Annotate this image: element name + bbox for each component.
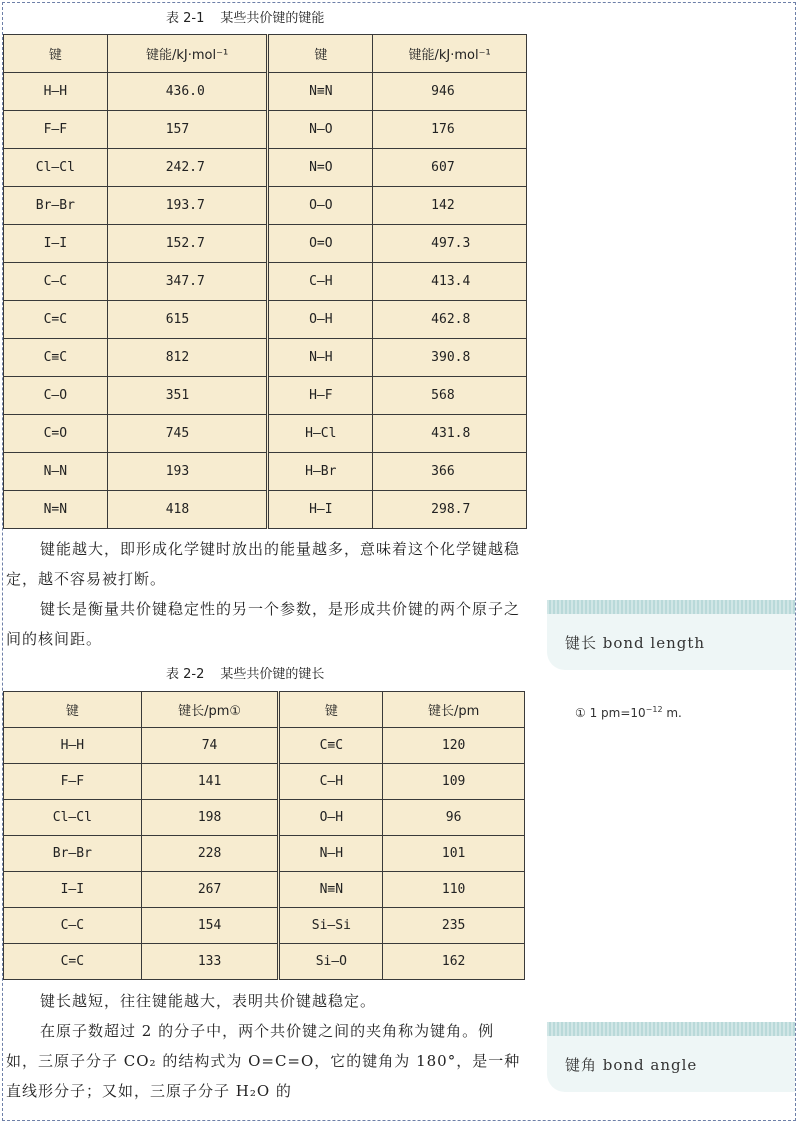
bond-cell: C=O (4, 415, 108, 453)
bond-cell: H—Br (268, 453, 373, 491)
value-cell: 366 (373, 453, 527, 491)
table-row (4, 149, 527, 187)
sidebar-term-bond-angle (547, 1022, 795, 1092)
value-cell: 347.7 (107, 263, 268, 301)
value-cell: 946 (373, 73, 527, 111)
table-row (4, 836, 525, 872)
footnote-exponent: −12 (645, 705, 663, 714)
table-row (4, 339, 527, 377)
value-cell: 141 (141, 764, 279, 800)
value-cell: 413.4 (373, 263, 527, 301)
value-cell: 193.7 (107, 187, 268, 225)
bond-cell: H—I (268, 491, 373, 529)
table2-caption-title: 某些共价键的键长 (220, 667, 325, 682)
table-row (4, 453, 527, 491)
value-cell: 298.7 (373, 491, 527, 529)
value-cell: 152.7 (107, 225, 268, 263)
table1-caption-title: 某些共价键的键能 (220, 11, 325, 26)
bond-length-table (3, 691, 525, 980)
table-row (4, 908, 525, 944)
bond-cell: C—C (4, 263, 108, 301)
bond-cell: N—H (268, 339, 373, 377)
bond-cell: Br—Br (4, 836, 142, 872)
footnote-pm (575, 705, 682, 720)
value-cell: 133 (141, 944, 279, 980)
bond-cell: C—H (279, 764, 383, 800)
table-row (4, 764, 525, 800)
paragraph-bond-angle (6, 986, 526, 1106)
table-row (4, 944, 525, 980)
value-cell: 96 (383, 800, 525, 836)
value-cell: 242.7 (107, 149, 268, 187)
table-row (4, 728, 525, 764)
table-row (4, 301, 527, 339)
table2-caption-number: 表 2-2 (166, 667, 205, 682)
bond-cell: H—Cl (268, 415, 373, 453)
value-cell: 110 (383, 872, 525, 908)
bond-cell: C—C (4, 908, 142, 944)
header-bond-energy: 键能/kJ·mol⁻¹ (373, 35, 527, 73)
table-row (4, 415, 527, 453)
table1-caption (166, 7, 324, 26)
value-cell: 193 (107, 453, 268, 491)
header-bond-length: 键长/pm (383, 692, 525, 728)
header-bond-energy: 键能/kJ·mol⁻¹ (107, 35, 268, 73)
bond-cell: C≡C (4, 339, 108, 377)
paragraph-text: 键长是衡量共价键稳定性的另一个参数，是形成共价键的两个原子之间的核间距。 (6, 600, 521, 648)
bond-cell: Cl—Cl (4, 149, 108, 187)
value-cell: 74 (141, 728, 279, 764)
bond-cell: N=N (4, 491, 108, 529)
value-cell: 390.8 (373, 339, 527, 377)
table-row (4, 800, 525, 836)
bond-cell: I—I (4, 225, 108, 263)
bond-cell: F—F (4, 764, 142, 800)
bond-cell: N—O (268, 111, 373, 149)
value-cell: 154 (141, 908, 279, 944)
bond-cell: C≡C (279, 728, 383, 764)
bond-cell: F—F (4, 111, 108, 149)
bond-cell: C—H (268, 263, 373, 301)
bond-energy-table (3, 34, 527, 529)
paragraph-text: 在原子数超过 2 的分子中，两个共价键之间的夹角称为键角。例如，三原子分子 CO₂ 的结构式为 O=C=O，它的键角为 180°，是一种直线形分子；又如，三原子分子 H₂O 的 (6, 1022, 521, 1100)
header-bond: 键 (4, 692, 142, 728)
bond-cell: O—H (279, 800, 383, 836)
table-row (4, 73, 527, 111)
value-cell: 120 (383, 728, 525, 764)
header-bond: 键 (268, 35, 373, 73)
value-cell: 351 (107, 377, 268, 415)
value-cell: 176 (373, 111, 527, 149)
value-cell: 436.0 (107, 73, 268, 111)
value-cell: 109 (383, 764, 525, 800)
bond-cell: Si—O (279, 944, 383, 980)
header-bond: 键 (4, 35, 108, 73)
bond-cell: C=C (4, 944, 142, 980)
bond-cell: H—H (4, 728, 142, 764)
value-cell: 142 (373, 187, 527, 225)
table-row (4, 225, 527, 263)
bond-cell: O—O (268, 187, 373, 225)
sidebar-term-label: 键角 bond angle (565, 1056, 698, 1074)
table2-caption (166, 663, 324, 682)
bond-cell: I—I (4, 872, 142, 908)
table-header-row (4, 35, 527, 73)
table-row (4, 872, 525, 908)
value-cell: 228 (141, 836, 279, 872)
bond-cell: N—H (279, 836, 383, 872)
bond-cell: N≡N (279, 872, 383, 908)
value-cell: 267 (141, 872, 279, 908)
bond-cell: N—N (4, 453, 108, 491)
paragraph-text: 键长越短，往往键能越大，表明共价键越稳定。 (40, 992, 377, 1010)
bond-cell: Br—Br (4, 187, 108, 225)
value-cell: 568 (373, 377, 527, 415)
value-cell: 812 (107, 339, 268, 377)
bond-cell: Cl—Cl (4, 800, 142, 836)
table-row (4, 111, 527, 149)
value-cell: 235 (383, 908, 525, 944)
value-cell: 162 (383, 944, 525, 980)
bond-cell: C=C (4, 301, 108, 339)
header-bond-length: 键长/pm① (141, 692, 279, 728)
sidebar-term-label: 键长 bond length (565, 634, 706, 652)
bond-cell: H—F (268, 377, 373, 415)
table-row (4, 491, 527, 529)
table-row (4, 187, 527, 225)
table1-caption-number: 表 2-1 (166, 11, 205, 26)
bond-cell: H—H (4, 73, 108, 111)
value-cell: 418 (107, 491, 268, 529)
value-cell: 607 (373, 149, 527, 187)
value-cell: 462.8 (373, 301, 527, 339)
bond-cell: Si—Si (279, 908, 383, 944)
value-cell: 745 (107, 415, 268, 453)
paragraph-text: 键能越大，即形成化学键时放出的能量越多，意味着这个化学键越稳定，越不容易被打断。 (6, 540, 521, 588)
bond-cell: N=O (268, 149, 373, 187)
value-cell: 101 (383, 836, 525, 872)
sidebar-term-bond-length (547, 600, 795, 670)
table-row (4, 263, 527, 301)
bond-cell: O=O (268, 225, 373, 263)
value-cell: 157 (107, 111, 268, 149)
value-cell: 431.8 (373, 415, 527, 453)
value-cell: 497.3 (373, 225, 527, 263)
paragraph-bond-energy (6, 534, 526, 654)
header-bond: 键 (279, 692, 383, 728)
table-header-row (4, 692, 525, 728)
footnote-prefix: ① 1 pm=10 (575, 706, 646, 720)
footnote-suffix: m. (662, 706, 682, 720)
value-cell: 615 (107, 301, 268, 339)
bond-cell: C—O (4, 377, 108, 415)
bond-cell: O—H (268, 301, 373, 339)
value-cell: 198 (141, 800, 279, 836)
bond-cell: N≡N (268, 73, 373, 111)
table-row (4, 377, 527, 415)
